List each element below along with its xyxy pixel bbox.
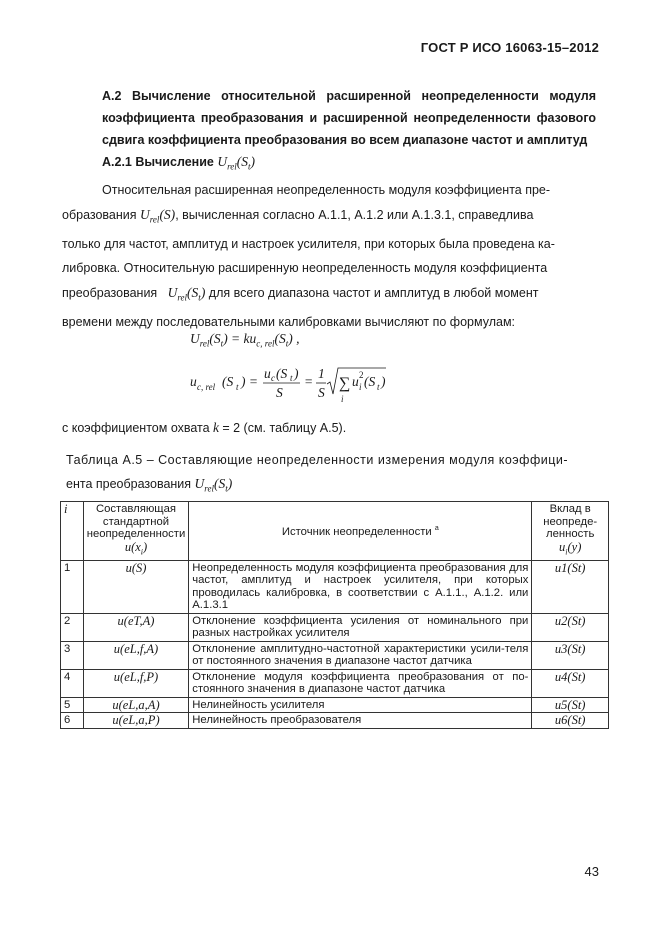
uncertainty-table xyxy=(60,501,609,729)
caption-line: Таблица А.5 – Составляющие неопределенности измерения модуля коэффици- xyxy=(66,453,569,467)
page-number: 43 xyxy=(584,864,599,879)
svg-text:(S: (S xyxy=(276,366,288,381)
table-row xyxy=(61,613,609,641)
formula-1: $U_{rel}(S_t) = ku_{c, rel}(S_t)$ , xyxy=(190,331,300,349)
row-index: 3 xyxy=(61,641,84,669)
header-source-note: а xyxy=(434,525,439,533)
row-symbol: u(eL,a,A) xyxy=(83,697,189,713)
svg-text:): ) xyxy=(294,366,299,381)
svg-text:c, rel: c, rel xyxy=(197,382,216,392)
row-source: Нелинейность усилителя xyxy=(189,697,532,713)
row-contribution: u4(St) xyxy=(532,669,609,697)
row-source: Отклонение амплитудно-частотной характеристики усили-теля от постоянного значения в диапазоне частот датчика xyxy=(189,641,532,669)
row-index: 5 xyxy=(61,697,84,713)
row-contribution: u2(St) xyxy=(532,613,609,641)
row-symbol: u(eL,f,A) xyxy=(83,641,189,669)
table-row xyxy=(61,669,609,697)
para-line: времени между последовательными калибровками вычисляют по формулам: xyxy=(62,314,516,329)
header-component xyxy=(83,502,189,561)
row-symbol: u(eL,f,P) xyxy=(83,669,189,697)
inline-math: $U_{rel}(S)$ xyxy=(140,206,176,225)
svg-text:t: t xyxy=(236,382,239,392)
table-caption xyxy=(66,448,596,501)
para-text: , вычисленная согласно А.1.1, А.1.2 или А.1.3.1, справедлива xyxy=(175,207,534,222)
header-i: i xyxy=(61,502,84,561)
row-source: Отклонение коэффициента усиления от номинального при разных настройках усилителя xyxy=(189,613,532,641)
header-component-symbol: $u(x_i)$ xyxy=(124,539,148,556)
body-paragraph xyxy=(62,178,596,334)
table-header-row xyxy=(61,502,609,561)
svg-text:t: t xyxy=(377,382,380,392)
table-row xyxy=(61,560,609,613)
svg-text:u: u xyxy=(264,366,271,381)
header-contribution xyxy=(532,502,609,561)
coverage-suffix: = 2 (см. таблицу А.5). xyxy=(222,421,347,435)
coverage-k: k xyxy=(209,420,223,435)
para-text: для всего диапазона частот и амплитуд в любой момент xyxy=(208,285,539,300)
row-symbol: u(eT,A) xyxy=(83,613,189,641)
svg-text:u: u xyxy=(352,374,359,389)
row-contribution: u5(St) xyxy=(532,697,609,713)
row-index: 2 xyxy=(61,613,84,641)
svg-text:S: S xyxy=(318,385,325,400)
para-text: преобразования xyxy=(62,285,158,300)
svg-text:c: c xyxy=(271,373,275,383)
header-component-text: Составляющая стандартной неопределенности xyxy=(86,503,186,540)
svg-text:2: 2 xyxy=(359,370,364,380)
page-header: ГОСТ Р ИСО 16063-15–2012 xyxy=(420,40,599,55)
para-line xyxy=(62,203,596,232)
svg-text:(S: (S xyxy=(222,374,234,389)
subsection-math: $U_{rel}(S_t)$ xyxy=(217,154,256,172)
table-row xyxy=(61,641,609,669)
subsection-title xyxy=(102,154,255,172)
row-index: 4 xyxy=(61,669,84,697)
svg-text:) =: ) = xyxy=(241,374,258,389)
para-line: Относительная расширенная неопределенность модуля коэффициента пре- xyxy=(102,183,551,197)
svg-text:t: t xyxy=(290,373,293,383)
row-contribution: u1(St) xyxy=(532,560,609,613)
svg-text:u: u xyxy=(190,374,197,389)
section-title: А.2 Вычисление относительной расширенной неопределенности модуля коэффициента преобразования и расширенной неопределенности фазового сдвига коэффициента преобразования во всем диапазоне частот и амплитуд xyxy=(102,89,596,147)
row-source: Отклонение модуля коэффициента преобразования от по-стоянного значения в диапазоне частот датчика xyxy=(189,669,532,697)
para-line xyxy=(62,281,596,310)
formula-2 xyxy=(186,360,396,410)
coverage-line xyxy=(62,420,346,436)
caption-math: $U_{rel}(S_t)$ xyxy=(194,476,233,494)
header-source xyxy=(189,502,532,561)
caption-text: ента преобразования xyxy=(66,477,192,491)
header-contribution-text: Вклад в неопреде-ленность xyxy=(543,503,598,540)
inline-math: $U_{rel}(S_t)$ xyxy=(167,284,206,303)
caption-line xyxy=(66,472,596,501)
svg-text:∑: ∑ xyxy=(339,375,351,392)
svg-text:1: 1 xyxy=(318,366,325,381)
header-contribution-symbol: $u_i(y)$ xyxy=(559,539,582,556)
row-contribution: u3(St) xyxy=(532,641,609,669)
svg-text:(S: (S xyxy=(364,374,376,389)
row-symbol: u(S) xyxy=(83,560,189,613)
row-source: Нелинейность преобразователя xyxy=(189,713,532,729)
coverage-prefix: с коэффициентом охвата xyxy=(62,421,210,435)
row-index: 6 xyxy=(61,713,84,729)
row-index: 1 xyxy=(61,560,84,613)
svg-text:i: i xyxy=(341,394,344,404)
svg-text:): ) xyxy=(381,374,386,389)
para-line: только для частот, амплитуд и настроек усилителя, при которых была проведена ка- xyxy=(62,236,555,251)
para-text: образования xyxy=(62,207,137,222)
subsection-prefix: А.2.1 Вычисление xyxy=(102,155,214,169)
svg-text:S: S xyxy=(276,385,283,400)
table-row xyxy=(61,697,609,713)
svg-text:i: i xyxy=(359,382,362,392)
row-symbol: u(eL,a,P) xyxy=(83,713,189,729)
para-line: либровка. Относительную расширенную неопределенность модуля коэффициента xyxy=(62,261,548,276)
row-contribution: u6(St) xyxy=(532,713,609,729)
header-source-text: Источник неопределенности xyxy=(281,525,432,538)
row-source: Неопределенность модуля коэффициента преобразования для частот, амплитуд и настроек усилителя, при которых проводилась калибровка, в соответствии с А.1.1., А.1.2. или А.1.3.1 xyxy=(189,560,532,613)
svg-text:=: = xyxy=(304,374,314,389)
table-row xyxy=(61,713,609,729)
